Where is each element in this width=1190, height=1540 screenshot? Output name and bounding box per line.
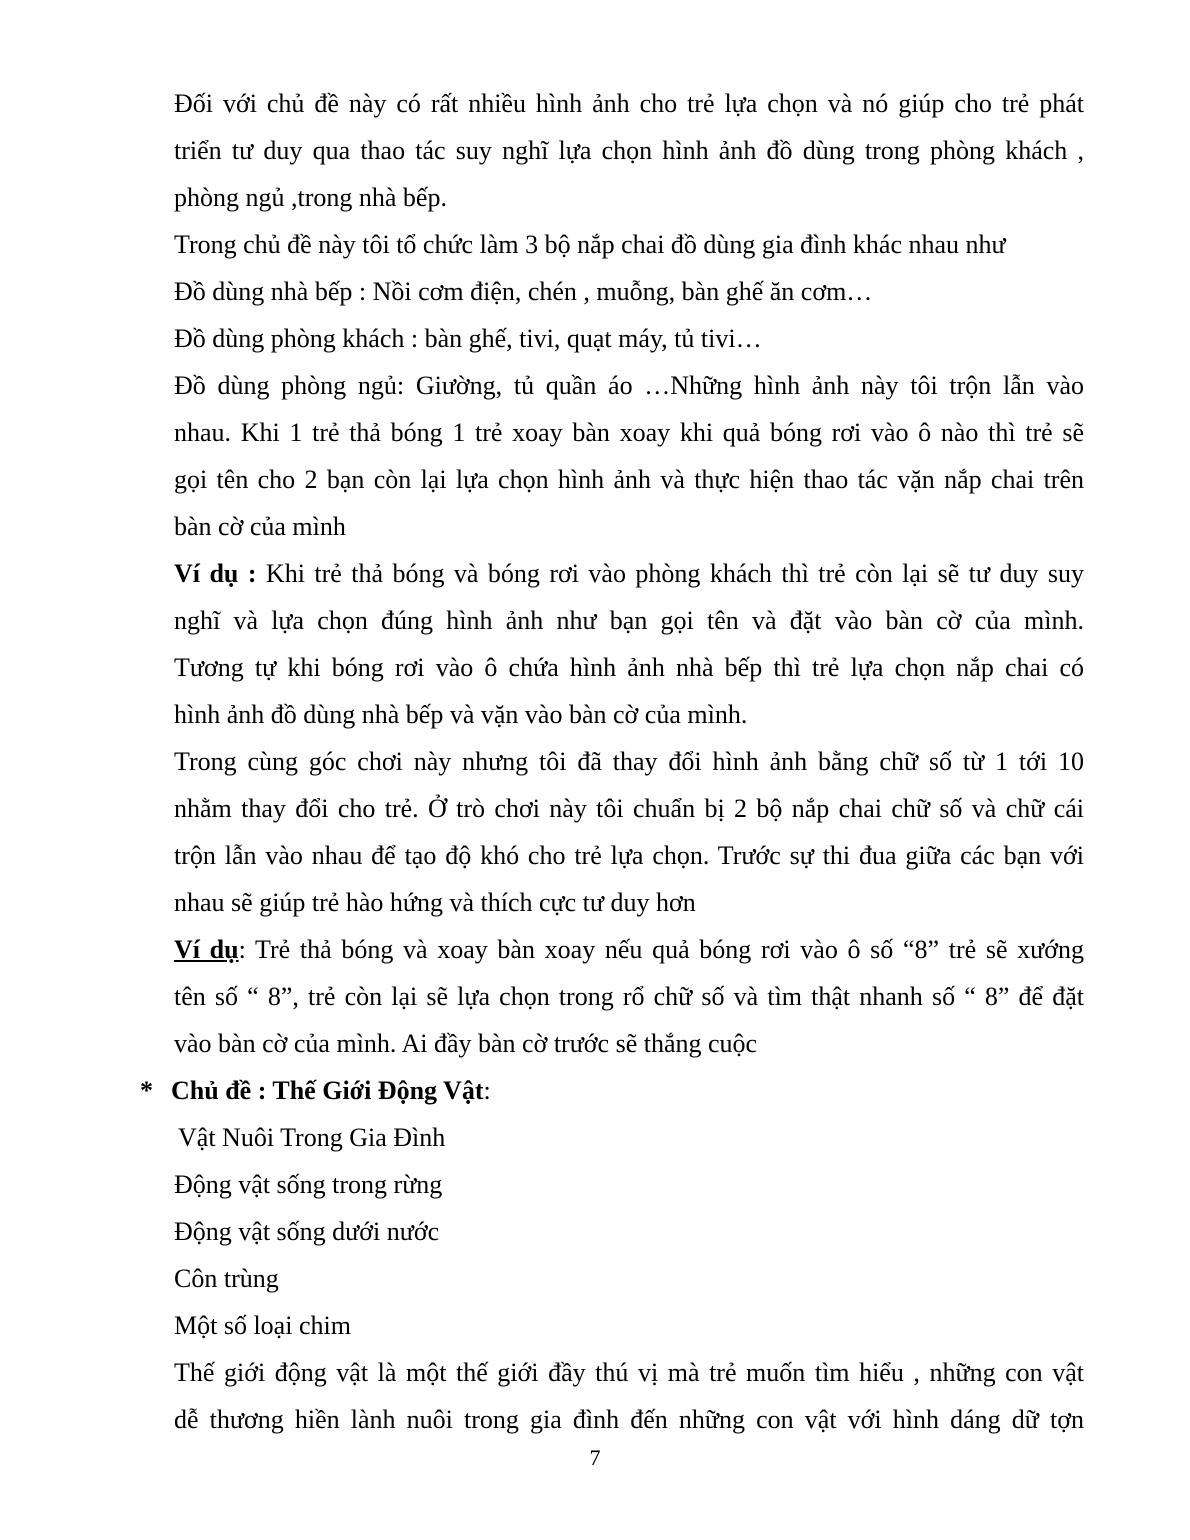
list-item: Vật Nuôi Trong Gia Đình <box>178 1123 446 1152</box>
example-text: Khi trẻ thả bóng và bóng rơi vào phòng khách thì trẻ còn lại sẽ tư duy suy <box>256 559 1085 588</box>
paragraph-line: Đồ dùng nhà bếp : Nồi cơm điện, chén , muỗng, bàn ghế ăn cơm… <box>174 277 873 306</box>
paragraph-line: phòng ngủ ,trong nhà bếp. <box>174 183 447 212</box>
paragraph-line: nhau sẽ giúp trẻ hào hứng và thích cực tư duy hơn <box>174 888 696 917</box>
paragraph-line: gọi tên cho 2 bạn còn lại lựa chọn hình ảnh và thực hiện thao tác vặn nắp chai trên <box>174 465 1084 494</box>
example-text: : Trẻ thả bóng và xoay bàn xoay nếu quả bóng rơi vào ô số “8” trẻ sẽ xướng <box>238 935 1085 964</box>
paragraph-line: Trong chủ đề này tôi tổ chức làm 3 bộ nắp chai đồ dùng gia đình khác nhau như <box>174 230 1006 259</box>
paragraph-line: nhằm thay đổi cho trẻ. Ở trò chơi này tôi chuẩn bị 2 bộ nắp chai chữ số và chữ cái <box>174 794 1084 823</box>
example-line <box>174 935 1084 965</box>
paragraph-line: Trong cùng góc chơi này nhưng tôi đã thay đổi hình ảnh bằng chữ số từ 1 tới 10 <box>174 747 1084 776</box>
paragraph-line: vào bàn cờ của mình. Ai đầy bàn cờ trước sẽ thắng cuộc <box>174 1029 758 1058</box>
paragraph-line: Tương tự khi bóng rơi vào ô chứa hình ảnh nhà bếp thì trẻ lựa chọn nắp chai có <box>174 653 1084 682</box>
page-number: 7 <box>589 1445 601 1470</box>
paragraph-line: Đồ dùng phòng ngủ: Giường, tủ quần áo …Những hình ảnh này tôi trộn lẫn vào <box>174 371 1084 400</box>
paragraph-line: Đối với chủ đề này có rất nhiều hình ảnh cho trẻ lựa chọn và nó giúp cho trẻ phát <box>174 89 1084 118</box>
paragraph-line: bàn cờ của mình <box>174 512 346 541</box>
paragraph-line: dễ thương hiền lành nuôi trong gia đình đến những con vật với hình dáng dữ tợn <box>174 1405 1084 1434</box>
list-item: Động vật sống trong rừng <box>174 1170 443 1199</box>
section-colon: : <box>483 1076 491 1105</box>
paragraph-line: Thế giới động vật là một thế giới đầy thú vị mà trẻ muốn tìm hiểu , những con vật <box>174 1358 1084 1387</box>
paragraph-line: nhau. Khi 1 trẻ thả bóng 1 trẻ xoay bàn xoay khi quả bóng rơi vào ô nào thì trẻ sẽ <box>174 418 1084 447</box>
section-heading <box>140 1076 491 1106</box>
example-label: Ví dụ : <box>174 559 257 588</box>
list-item: Động vật sống dưới nước <box>174 1217 440 1246</box>
example-label: Ví dụ <box>174 935 239 964</box>
bullet-marker: * <box>140 1076 153 1105</box>
list-item: Một số loại chim <box>174 1311 351 1340</box>
paragraph-line: hình ảnh đồ dùng nhà bếp và vặn vào bàn cờ của mình. <box>174 700 748 729</box>
example-line <box>174 559 1084 589</box>
paragraph-line: triển tư duy qua thao tác suy nghĩ lựa chọn hình ảnh đồ dùng trong phòng khách , <box>174 136 1084 165</box>
paragraph-line: tên số “ 8”, trẻ còn lại sẽ lựa chọn trong rổ chữ số và tìm thật nhanh số “ 8” để đặt <box>174 982 1084 1011</box>
paragraph-line: trộn lẫn vào nhau để tạo độ khó cho trẻ lựa chọn. Trước sự thi đua giữa các bạn với <box>174 841 1084 870</box>
section-title: Chủ đề : Thế Giới Động Vật <box>171 1076 484 1105</box>
paragraph-line: Đồ dùng phòng khách : bàn ghế, tivi, quạt máy, tủ tivi… <box>174 324 762 353</box>
list-item: Côn trùng <box>174 1264 279 1293</box>
paragraph-line: nghĩ và lựa chọn đúng hình ảnh như bạn gọi tên và đặt vào bàn cờ của mình. <box>174 606 1084 635</box>
